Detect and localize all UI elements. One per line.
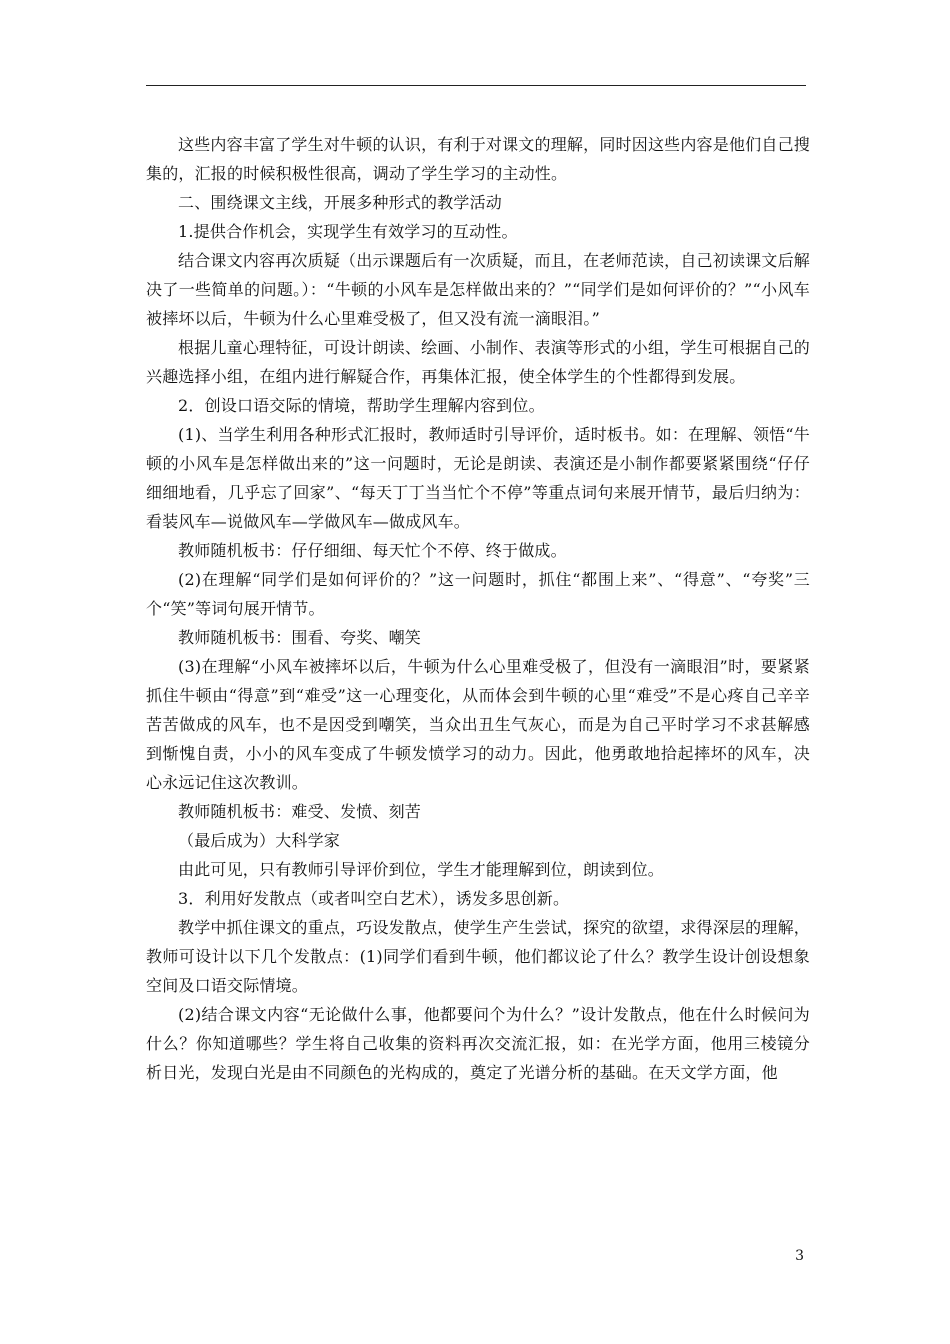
paragraph: 教学中抓住课文的重点，巧设发散点，使学生产生尝试，探究的欲望，求得深层的理解，教师可设计以下几个发散点：(1)同学们看到牛顿，他们都议论了什么？教学生设计创设想象空间及口语交际情境。 bbox=[146, 918, 810, 995]
board-note: 教师随机板书：仔仔细细、每天忙个不停、终于做成。 bbox=[178, 541, 567, 560]
page-number: 3 bbox=[795, 1248, 804, 1264]
paragraph: 结合课文内容再次质疑（出示课题后有一次质疑，而且，在老师范读，自己初读课文后解决了一些简单的问题。）：“牛顿的小风车是怎样做出来的？”“同学们是如何评价的？”“小风车被摔坏以后，牛顿为什么心里难受极了，但又没有流一滴眼泪。” bbox=[146, 251, 810, 328]
subsection-heading: 3．利用好发散点（或者叫空白艺术），诱发多思创新。 bbox=[178, 889, 570, 908]
paragraph: 根据儿童心理特征，可设计朗读、绘画、小制作、表演等形式的小组，学生可根据自己的兴趣选择小组，在组内进行解疑合作，再集体汇报，使全体学生的个性都得到发展。 bbox=[146, 338, 810, 386]
header-rule bbox=[146, 85, 806, 86]
subsection-heading: 2．创设口语交际的情境，帮助学生理解内容到位。 bbox=[178, 396, 545, 415]
paragraph: (3)在理解“小风车被摔坏以后，牛顿为什么心里难受极了，但没有一滴眼泪”时，要紧紧抓住牛顿由“得意”到“难受”这一心理变化，从而体会到牛顿的心里“难受”不是心疼自己辛辛苦苦做成的风车，也不是因受到嘲笑，当众出丑生气灰心，而是为自己平时学习不求甚解感到惭愧自责，小小的风车变成了牛顿发愤学习的动力。因此，他勇敢地拾起摔坏的风车，决心永远记住这次教训。 bbox=[146, 657, 810, 792]
section-heading: 二、围绕课文主线，开展多种形式的教学活动 bbox=[178, 193, 503, 212]
paragraph: (2)结合课文内容“无论做什么事，他都要问个为什么？”设计发散点，他在什么时候问为什么？你知道哪些？学生将自己收集的资料再次交流汇报，如：在光学方面，他用三棱镜分析日光，发现白光是由不同颜色的光构成的，奠定了光谱分析的基础。在天文学方面，他 bbox=[146, 1005, 810, 1082]
paragraph: (2)在理解“同学们是如何评价的？”这一问题时，抓住“都围上来”、“得意”、“夸奖”三个“笑”等词句展开情节。 bbox=[146, 570, 810, 618]
paragraph: 这些内容丰富了学生对牛顿的认识，有利于对课文的理解，同时因这些内容是他们自己搜集的，汇报的时候积极性很高，调动了学生学习的主动性。 bbox=[146, 135, 810, 183]
board-note: 教师随机板书：围看、夸奖、嘲笑 bbox=[178, 628, 422, 647]
paragraph: 由此可见，只有教师引导评价到位，学生才能理解到位，朗读到位。 bbox=[178, 860, 665, 879]
paragraph: (1)、当学生利用各种形式汇报时，教师适时引导评价，适时板书。如：在理解、领悟“牛顿的小风车是怎样做出来的”这一问题时，无论是朗读、表演还是小制作都要紧紧围绕“仔仔细细地看，几乎忘了回家”、“每天丁丁当当忙个不停”等重点词句来展开情节，最后归纳为：看装风车—说做风车—学做风车—做成风车。 bbox=[146, 425, 810, 531]
subsection-heading: 1.提供合作机会，实现学生有效学习的互动性。 bbox=[178, 222, 518, 241]
board-note: 教师随机板书：难受、发愤、刻苦 bbox=[178, 802, 422, 821]
body-text bbox=[146, 130, 810, 1087]
board-note: （最后成为）大科学家 bbox=[178, 831, 341, 850]
